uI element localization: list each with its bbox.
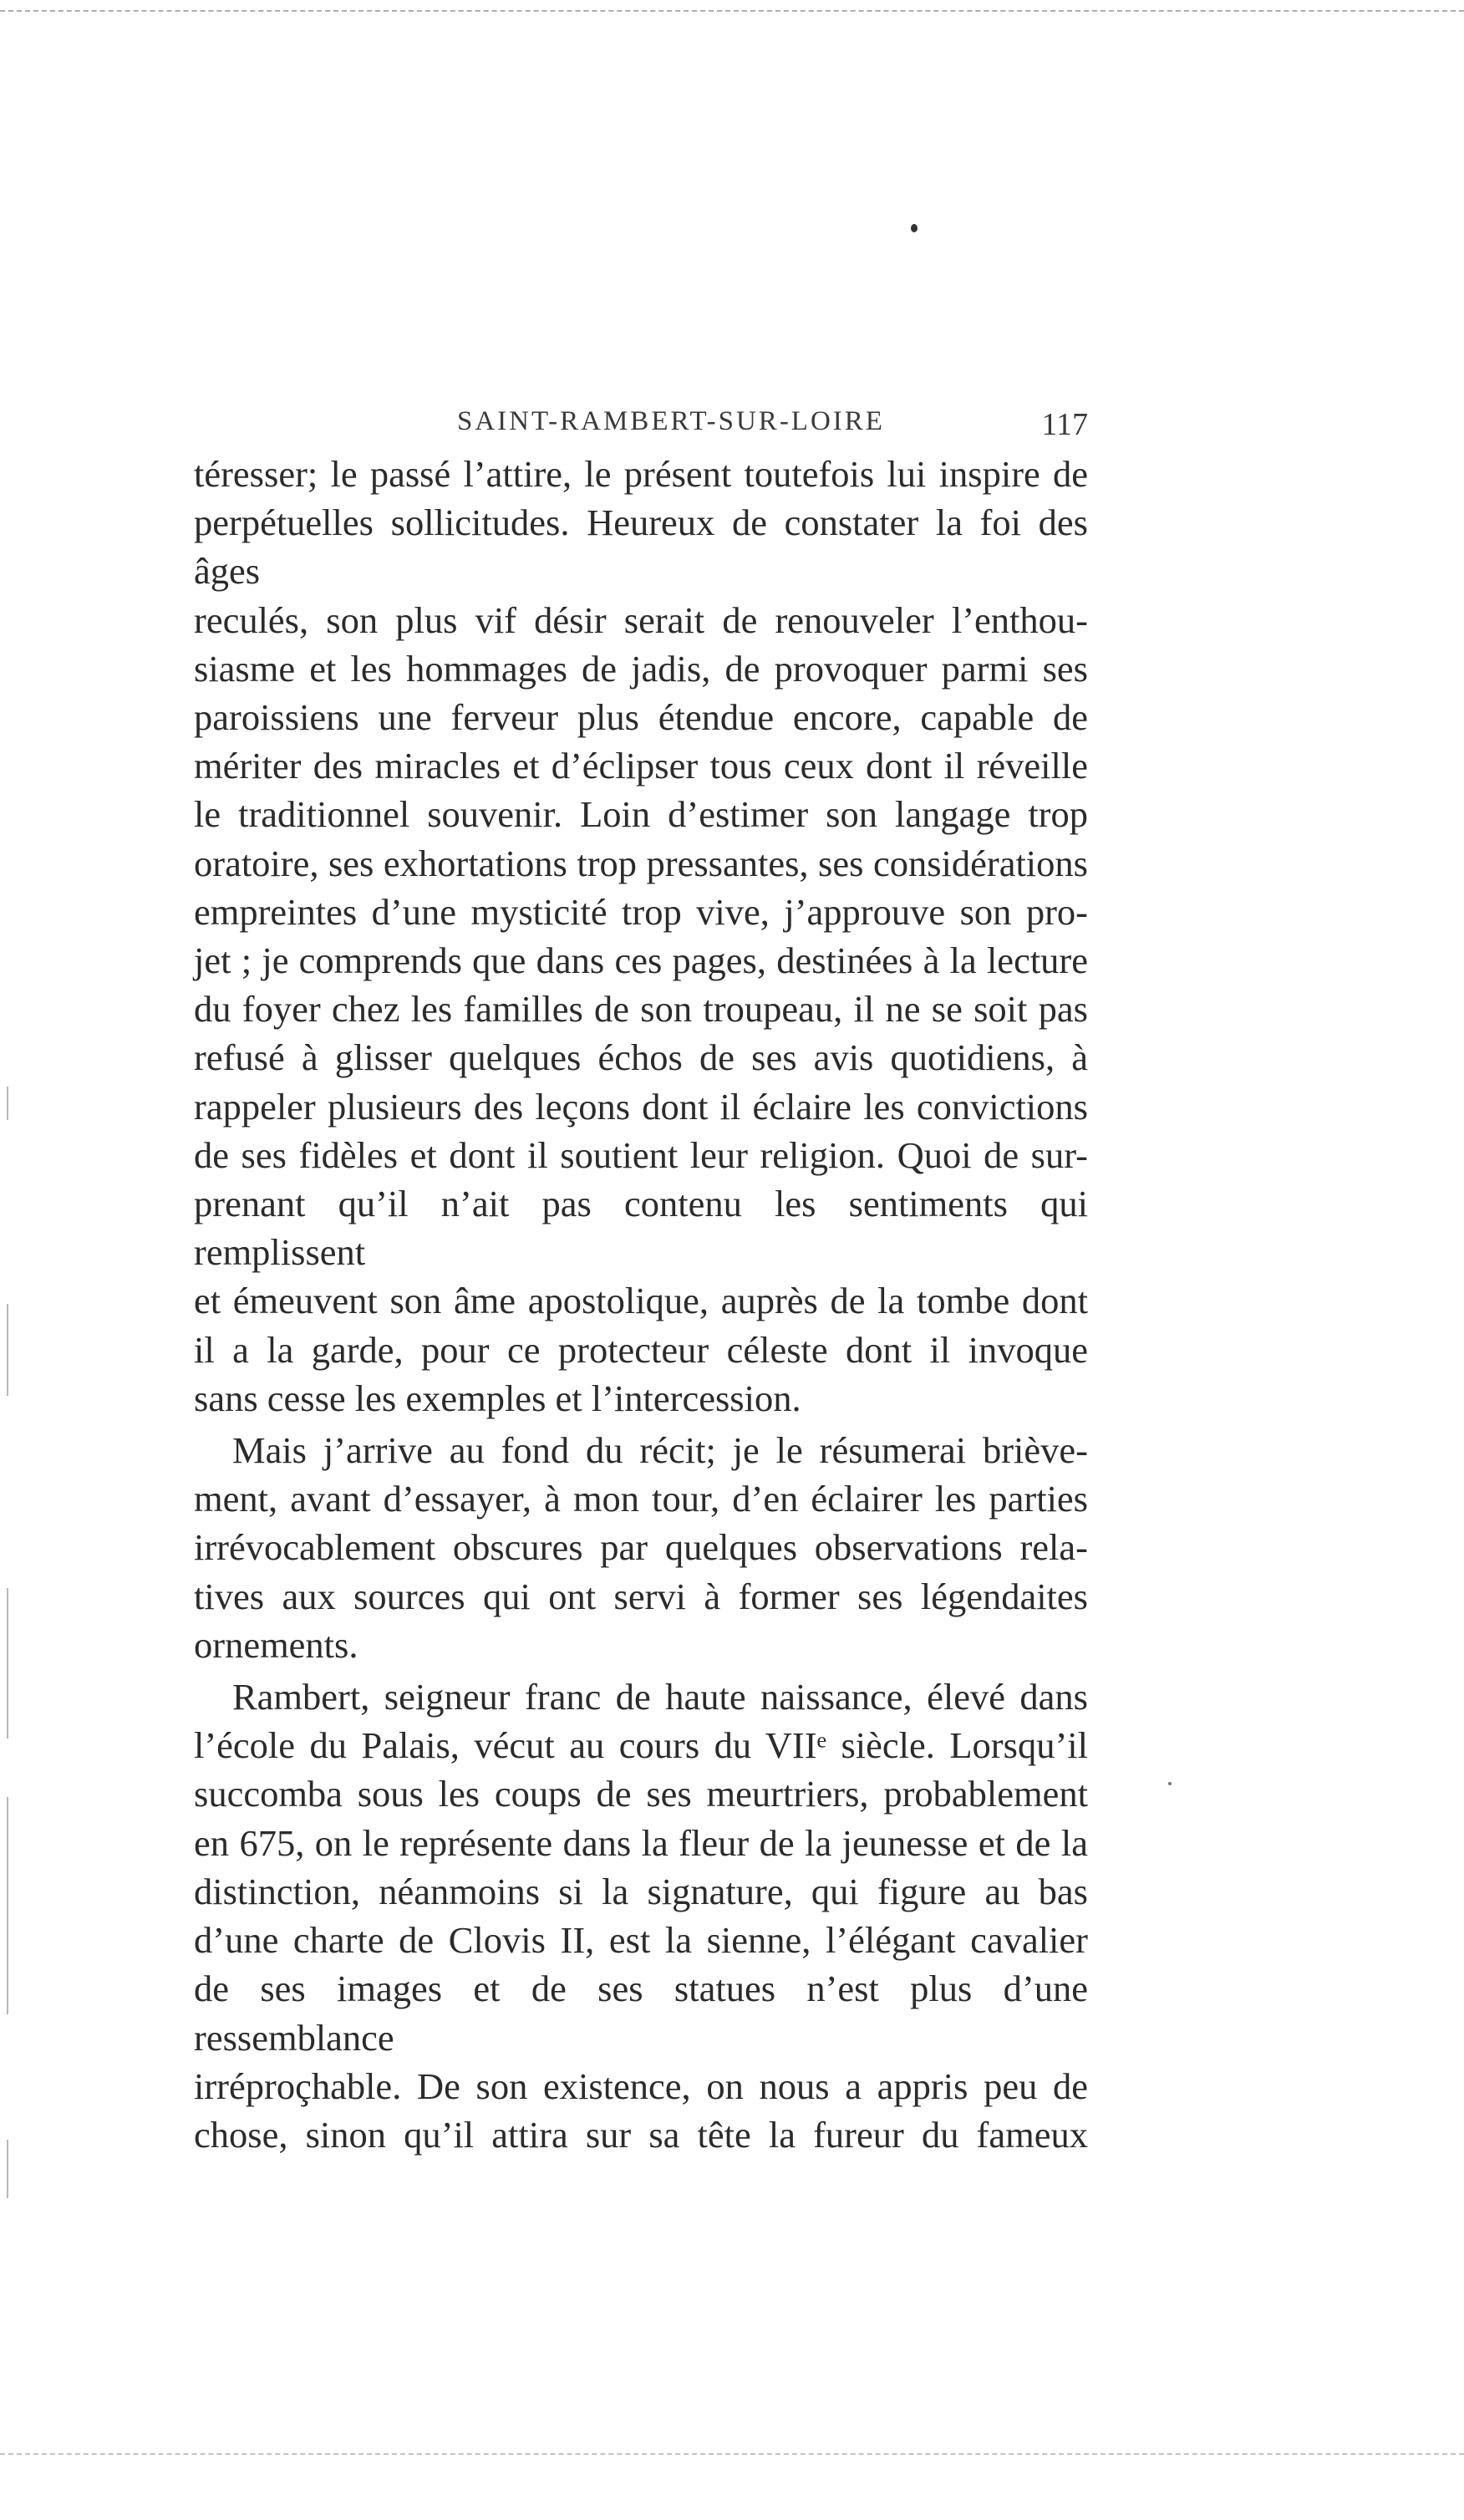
text-line: chose, sinon qu’il attira sur sa tête la fureur du fameux [194,2113,1088,2156]
margin-scan-mark [7,1588,8,1739]
bottom-scan-border [0,2453,1464,2461]
text-line: de ses fidèles et dont il soutient leur religion. Quoi de sur- [194,1133,1088,1176]
text-line: reculés, son plus vif désir serait de renouveler l’enthou- [194,598,1088,641]
text-line: succomba sous les coups de ses meurtriers, probablement [194,1773,1088,1815]
top-scan-border [0,10,1464,18]
text-line: Rambert, seigneur franc de haute naissance, élevé dans [232,1676,1088,1718]
text-line: d’une charte de Clovis II, est la sienne, l’élégant cavalier [194,1919,1088,1962]
page-number: 117 [1041,407,1088,442]
text-line: du foyer chez les familles de son troupeau, il ne se soit pas [194,988,1088,1031]
margin-scan-mark [7,1087,8,1120]
text-line: le traditionnel souvenir. Loin d’estimer son langage trop [194,793,1088,836]
text-line: téresser; le passé l’attire, le présent toutefois lui inspire de [194,453,1088,495]
text-line: il a la garde, pour ce protecteur céleste dont il invoque [194,1328,1088,1371]
margin-scan-mark [7,1304,8,1396]
text-line: prenant qu’il n’ait pas contenu les sentiments qui remplissent [194,1183,1088,1274]
text-line: rappeler plusieurs des leçons dont il éclaire les convictions [194,1085,1088,1128]
paragraph [194,1672,1088,2159]
ink-speck [911,224,918,232]
text-line: siasme et les hommages de jadis, de provoquer parmi ses [194,647,1088,690]
margin-scan-mark [7,1797,8,2014]
body-text [194,450,1088,2159]
running-title: SAINT-RAMBERT-SUR-LOIRE [457,406,885,436]
paragraph [194,450,1088,1423]
text-line: de ses images et de ses statues n’est plus d’une ressemblance [194,1968,1088,2059]
paragraph [194,1426,1088,1669]
text-line: tives aux sources qui ont servi à former ses légendaites [194,1575,1088,1617]
text-line: l’école du Palais, vécut au cours du VIIᵉ siècle. Lorsqu’il [194,1724,1088,1767]
text-line: irréproçhable. De son existence, on nous a appris peu de [194,2064,1088,2107]
text-line: irrévocablement obscures par quelques observations rela- [194,1526,1088,1569]
text-line: sans cesse les exemples et l’intercession. [194,1377,801,1419]
book-page [194,400,1088,2159]
text-line: refusé à glisser quelques échos de ses avis quotidiens, à [194,1036,1088,1079]
text-line: distinction, néanmoins si la signature, qui figure au bas [194,1870,1088,1912]
ink-speck [1168,1782,1172,1785]
text-line: en 675, on le représente dans la fleur de la jeunesse et de la [194,1821,1088,1864]
text-line: jet ; je comprends que dans ces pages, destinées à la lecture [194,939,1088,982]
text-line: ment, avant d’essayer, à mon tour, d’en éclairer les parties [194,1478,1088,1520]
text-line: oratoire, ses exhortations trop pressantes, ses considérations [194,842,1088,884]
text-line: paroissiens une ferveur plus étendue encore, capable de [194,696,1088,739]
margin-scan-mark [7,2140,8,2198]
text-line: et émeuvent son âme apostolique, auprès de la tombe dont [194,1280,1088,1322]
page-header [194,400,1088,450]
text-line: Mais j’arrive au fond du récit; je le résumerai briève- [232,1429,1088,1472]
text-line: empreintes d’une mysticité trop vive, j’approuve son pro- [194,890,1088,933]
text-line: perpétuelles sollicitudes. Heureux de constater la foi des âges [194,501,1088,593]
text-line: ornements. [194,1623,358,1666]
text-line: mériter des miracles et d’éclipser tous ceux dont il réveille [194,745,1088,787]
